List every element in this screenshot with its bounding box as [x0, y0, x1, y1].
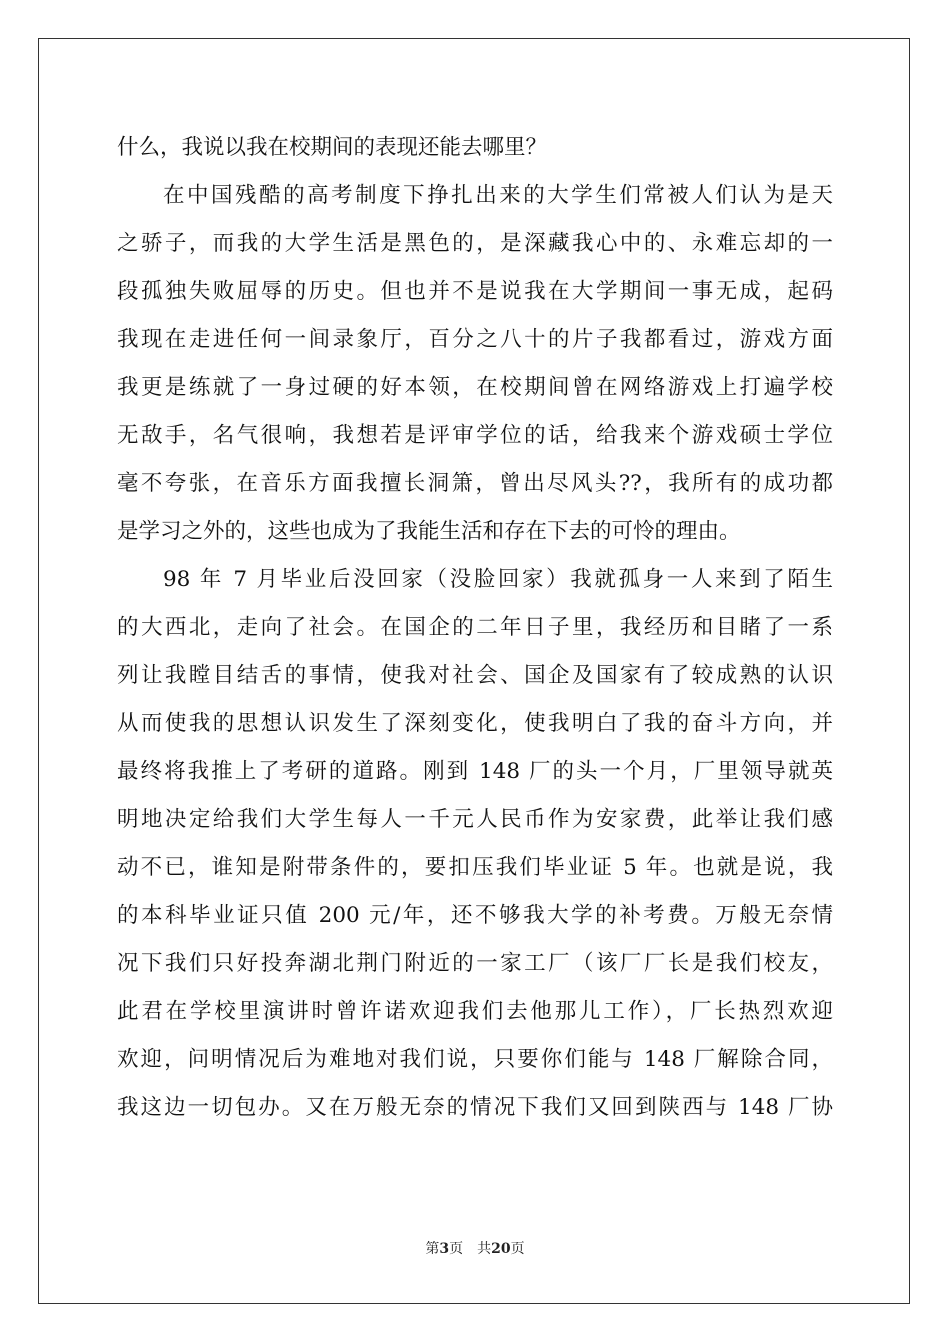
text-line: 明地决定给我们大学生每人一千元人民币作为安家费，此举让我们感 [117, 807, 833, 832]
total-pages: 20 [491, 1241, 511, 1257]
text-line: 什么，我说以我在校期间的表现还能去哪里？ [117, 135, 548, 160]
text-line: 我现在走进任何一间录象厅，百分之八十的片子我都看过，游戏方面 [117, 327, 833, 352]
text-line: 之骄子，而我的大学生活是黑色的，是深藏我心中的、永难忘却的一 [117, 231, 833, 256]
page-footer [0, 1238, 950, 1258]
text-line: 从而使我的思想认识发生了深刻变化，使我明白了我的奋斗方向，并 [117, 711, 833, 736]
page-prefix: 第 [425, 1241, 440, 1257]
text-line: 况下我们只好投奔湖北荆门附近的一家工厂（该厂厂长是我们校友， [117, 951, 833, 976]
text-line: 的本科毕业证只值 200 元/年，还不够我大学的补考费。万般无奈情 [117, 903, 833, 928]
text-line: 最终将我推上了考研的道路。刚到 148 厂的头一个月，厂里领导就英 [117, 759, 833, 784]
text-line: 98 年 7 月毕业后没回家（没脸回家）我就孤身一人来到了陌生 [163, 567, 833, 592]
page-number: 3 [439, 1241, 450, 1257]
total-prefix: 共 [477, 1241, 492, 1257]
total-unit: 页 [510, 1241, 525, 1257]
text-line: 动不已，谁知是附带条件的，要扣压我们毕业证 5 年。也就是说，我 [117, 855, 833, 880]
text-line: 毫不夸张，在音乐方面我擅长洞箫，曾出尽风头??，我所有的成功都 [117, 471, 833, 496]
text-line: 我更是练就了一身过硬的好本领，在校期间曾在网络游戏上打遍学校 [117, 375, 833, 400]
text-line: 我这边一切包办。又在万般无奈的情况下我们又回到陕西与 148 厂协 [117, 1095, 833, 1120]
text-line: 在中国残酷的高考制度下挣扎出来的大学生们常被人们认为是天 [163, 183, 833, 208]
text-line: 欢迎，问明情况后为难地对我们说，只要你们能与 148 厂解除合同， [117, 1047, 833, 1072]
text-line: 列让我瞠目结舌的事情，使我对社会、国企及国家有了较成熟的认识 [117, 663, 833, 688]
document-body [117, 128, 833, 1136]
text-line: 无敌手，名气很响，我想若是评审学位的话，给我来个游戏硕士学位 [117, 423, 833, 448]
text-line: 的大西北，走向了社会。在国企的二年日子里，我经历和目睹了一系 [117, 615, 833, 640]
text-line: 是学习之外的，这些也成为了我能生活和存在下去的可怜的理由。 [117, 519, 741, 544]
page-unit: 页 [449, 1241, 464, 1257]
text-line: 段孤独失败屈辱的历史。但也并不是说我在大学期间一事无成，起码 [117, 279, 833, 304]
text-line: 此君在学校里演讲时曾许诺欢迎我们去他那儿工作），厂长热烈欢迎 [117, 999, 833, 1024]
